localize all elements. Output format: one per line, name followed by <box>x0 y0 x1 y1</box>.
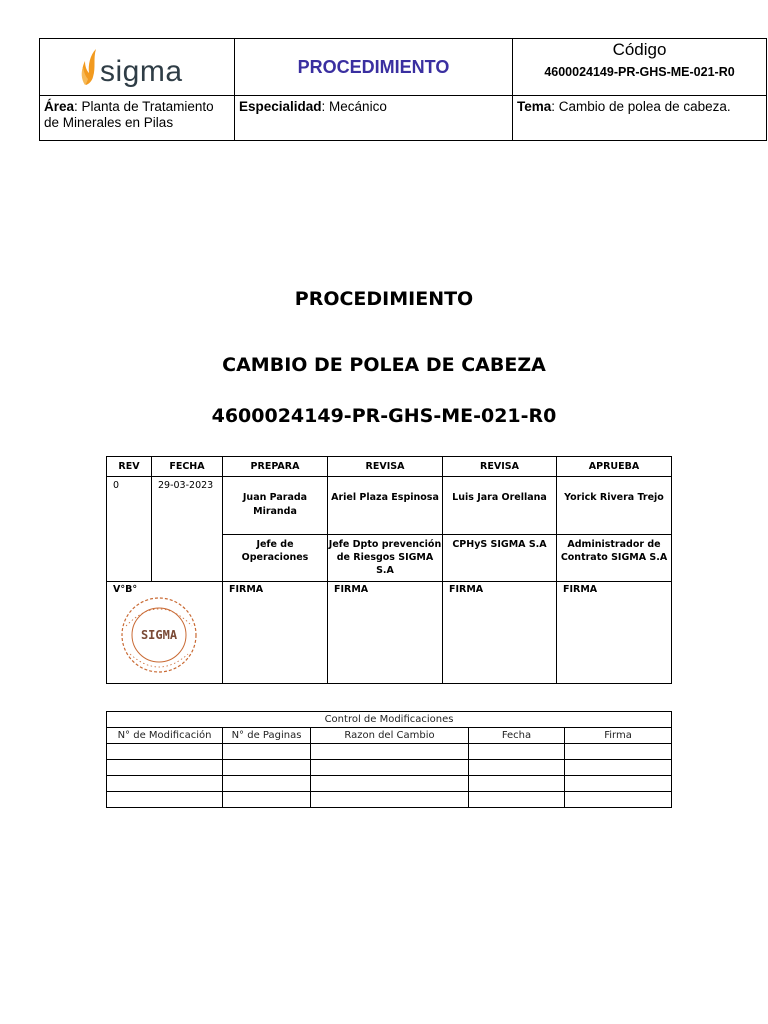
header-aprueba: APRUEBA <box>557 457 672 477</box>
header-revisa-1: REVISA <box>328 457 443 477</box>
revisa-1-firma: FIRMA <box>328 582 443 684</box>
revisa-2-role: CPHyS SIGMA S.A <box>443 535 557 582</box>
table-cell <box>311 744 469 760</box>
title-procedimiento: PROCEDIMIENTO <box>294 288 474 310</box>
table-cell <box>107 744 223 760</box>
revisa-1-name: Ariel Plaza Espinosa <box>328 477 443 535</box>
table-cell <box>469 760 565 776</box>
area-cell <box>40 96 235 141</box>
especialidad-value: : Mecánico <box>321 99 387 114</box>
header-fecha: FECHA <box>152 457 223 477</box>
table-cell <box>107 792 223 808</box>
header-prepara: PREPARA <box>223 457 328 477</box>
header-rev: REV <box>107 457 152 477</box>
area-value: : Planta de Tratamiento de Minerales en Pilas <box>44 99 214 130</box>
modifications-caption: Control de Modificaciones <box>107 712 672 728</box>
sigma-logo <box>76 45 183 89</box>
table-cell <box>223 792 311 808</box>
header-revisa-2: REVISA <box>443 457 557 477</box>
table-row <box>107 760 672 776</box>
mods-header-paginas: N° de Paginas <box>223 728 311 744</box>
logo-cell <box>40 39 235 96</box>
modifications-table <box>106 711 672 808</box>
table-cell <box>311 792 469 808</box>
table-cell <box>565 776 672 792</box>
table-cell <box>565 760 672 776</box>
table-cell <box>469 776 565 792</box>
table-cell <box>223 776 311 792</box>
title-document-code: 4600024149-PR-GHS-ME-021-R0 <box>211 405 557 427</box>
seal-text: SIGMA <box>140 628 178 642</box>
table-row <box>107 776 672 792</box>
vb-label: V°B° <box>113 584 138 595</box>
table-cell <box>469 744 565 760</box>
mods-header-numero: N° de Modificación <box>107 728 223 744</box>
doc-type-title: PROCEDIMIENTO <box>297 56 450 77</box>
table-cell <box>223 744 311 760</box>
revisa-1-role: Jefe Dpto prevención de Riesgos SIGMA S.A <box>328 535 443 582</box>
aprueba-role: Administrador de Contrato SIGMA S.A <box>557 535 672 582</box>
table-cell <box>565 792 672 808</box>
table-cell <box>223 760 311 776</box>
mods-header-fecha: Fecha <box>469 728 565 744</box>
table-row <box>107 744 672 760</box>
table-cell <box>469 792 565 808</box>
aprueba-name: Yorick Rivera Trejo <box>557 477 672 535</box>
mods-header-razon: Razon del Cambio <box>311 728 469 744</box>
doc-type-cell <box>235 39 513 96</box>
table-cell <box>565 744 672 760</box>
table-cell <box>311 776 469 792</box>
approval-table <box>106 456 672 684</box>
table-cell <box>107 760 223 776</box>
revisa-2-firma: FIRMA <box>443 582 557 684</box>
area-label: Área <box>44 99 75 114</box>
code-label: Código <box>612 40 667 59</box>
rev-value: 0 <box>107 477 152 582</box>
mods-header-firma: Firma <box>565 728 672 744</box>
vb-cell <box>107 582 223 684</box>
fecha-value: 29-03-2023 <box>152 477 223 582</box>
prepara-name: Juan Parada Miranda <box>223 477 328 535</box>
tema-value: : Cambio de polea de cabeza. <box>551 99 731 114</box>
table-cell <box>311 760 469 776</box>
code-cell <box>513 39 767 96</box>
especialidad-label: Especialidad <box>239 99 322 114</box>
especialidad-cell <box>235 96 513 141</box>
table-cell <box>107 776 223 792</box>
table-row <box>107 792 672 808</box>
prepara-firma: FIRMA <box>223 582 328 684</box>
flame-icon <box>76 47 98 87</box>
aprueba-firma: FIRMA <box>557 582 672 684</box>
tema-label: Tema <box>517 99 552 114</box>
code-value: 4600024149-PR-GHS-ME-021-R0 <box>544 65 735 79</box>
title-cambio-polea: CAMBIO DE POLEA DE CABEZA <box>222 354 546 376</box>
sigma-seal-stamp <box>114 596 204 674</box>
revisa-2-name: Luis Jara Orellana <box>443 477 557 535</box>
document-header <box>39 38 767 141</box>
tema-cell <box>513 96 767 141</box>
prepara-role: Jefe de Operaciones <box>223 535 328 582</box>
logo-wordmark: sigma <box>100 55 183 88</box>
